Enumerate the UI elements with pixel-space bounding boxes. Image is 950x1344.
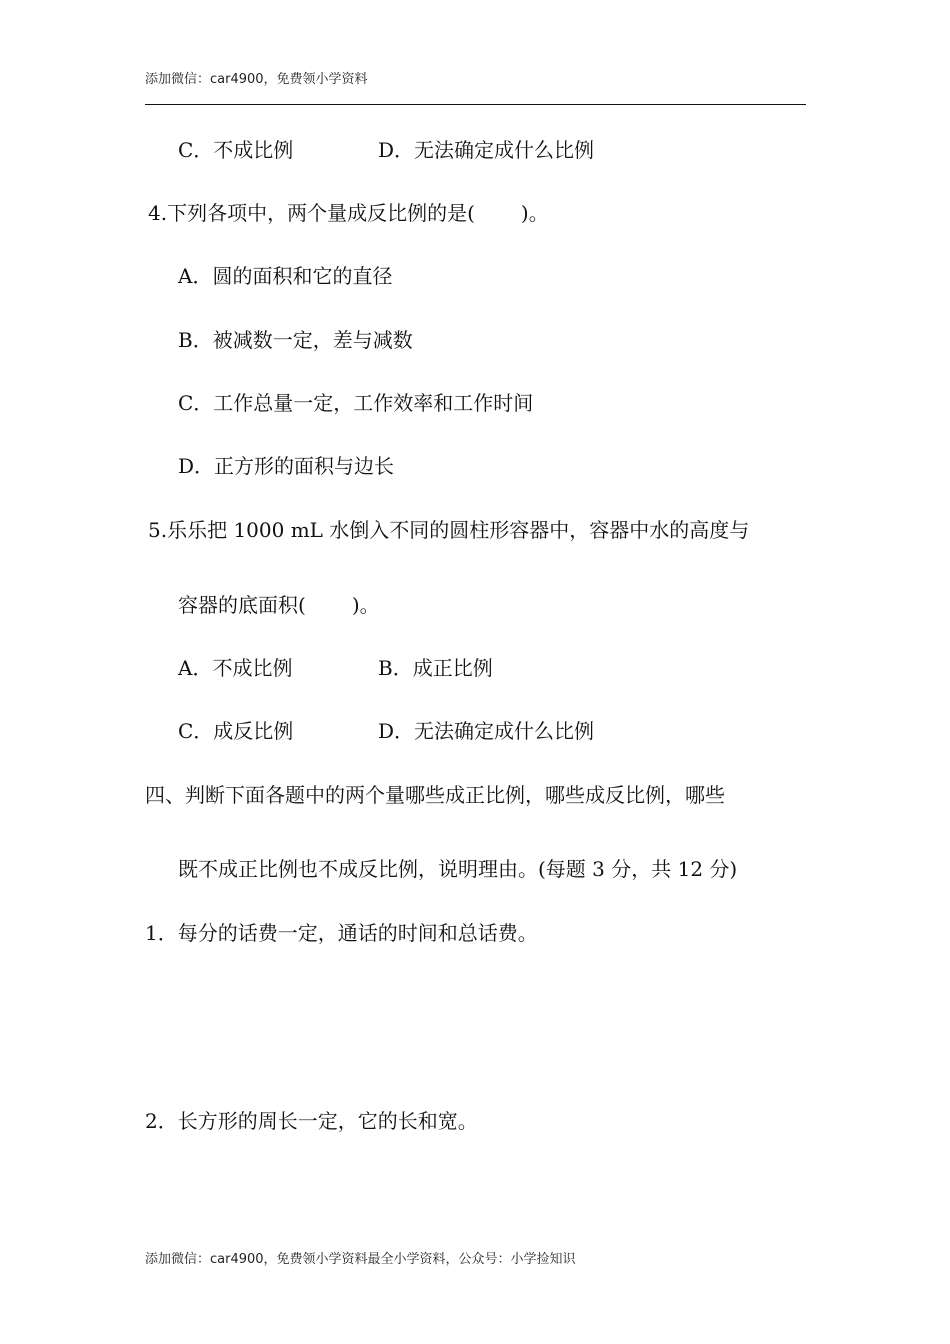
q3-option-d: D．无法确定成什么比例 <box>378 138 595 162</box>
page-header-text: 添加微信：car4900，免费领小学资料 <box>145 72 368 87</box>
q5-option-a: A．不成比例 <box>178 656 293 680</box>
q3-option-c: C．不成比例 <box>178 138 294 162</box>
section4-title-line1: 四、判断下面各题中的两个量哪些成正比例，哪些成反比例，哪些 <box>145 783 725 807</box>
section4-title-line2: 既不成正比例也不成反比例，说明理由。(每题 3 分，共 12 分) <box>178 857 738 881</box>
q4-option-d: D．正方形的面积与边长 <box>178 454 395 478</box>
section4-item-2: 2．长方形的周长一定，它的长和宽。 <box>145 1109 478 1133</box>
q4-stem-text: 4.下列各项中，两个量成反比例的是( <box>148 201 475 225</box>
page-footer-text: 添加微信：car4900，免费领小学资料最全小学资料，公众号：小学捡知识 <box>145 1252 576 1267</box>
q5-option-d: D．无法确定成什么比例 <box>378 719 595 743</box>
q5-stem-text: 容器的底面积( <box>178 593 306 617</box>
q4-stem-end: )。 <box>520 201 549 225</box>
q4-option-a: A．圆的面积和它的直径 <box>178 264 393 288</box>
q4-stem <box>148 200 549 226</box>
section4-item-1: 1．每分的话费一定，通话的时间和总话费。 <box>145 921 538 945</box>
header-divider <box>145 104 806 105</box>
q5-option-c: C．成反比例 <box>178 719 294 743</box>
q5-stem-end: )。 <box>351 593 380 617</box>
q5-option-b: B．成正比例 <box>378 656 493 680</box>
q4-option-b: B．被减数一定，差与减数 <box>178 328 413 352</box>
q5-stem-line1: 5.乐乐把 1000 mL 水倒入不同的圆柱形容器中，容器中水的高度与 <box>148 518 750 542</box>
q4-option-c: C．工作总量一定，工作效率和工作时间 <box>178 391 534 415</box>
q5-stem-line2 <box>178 592 380 618</box>
